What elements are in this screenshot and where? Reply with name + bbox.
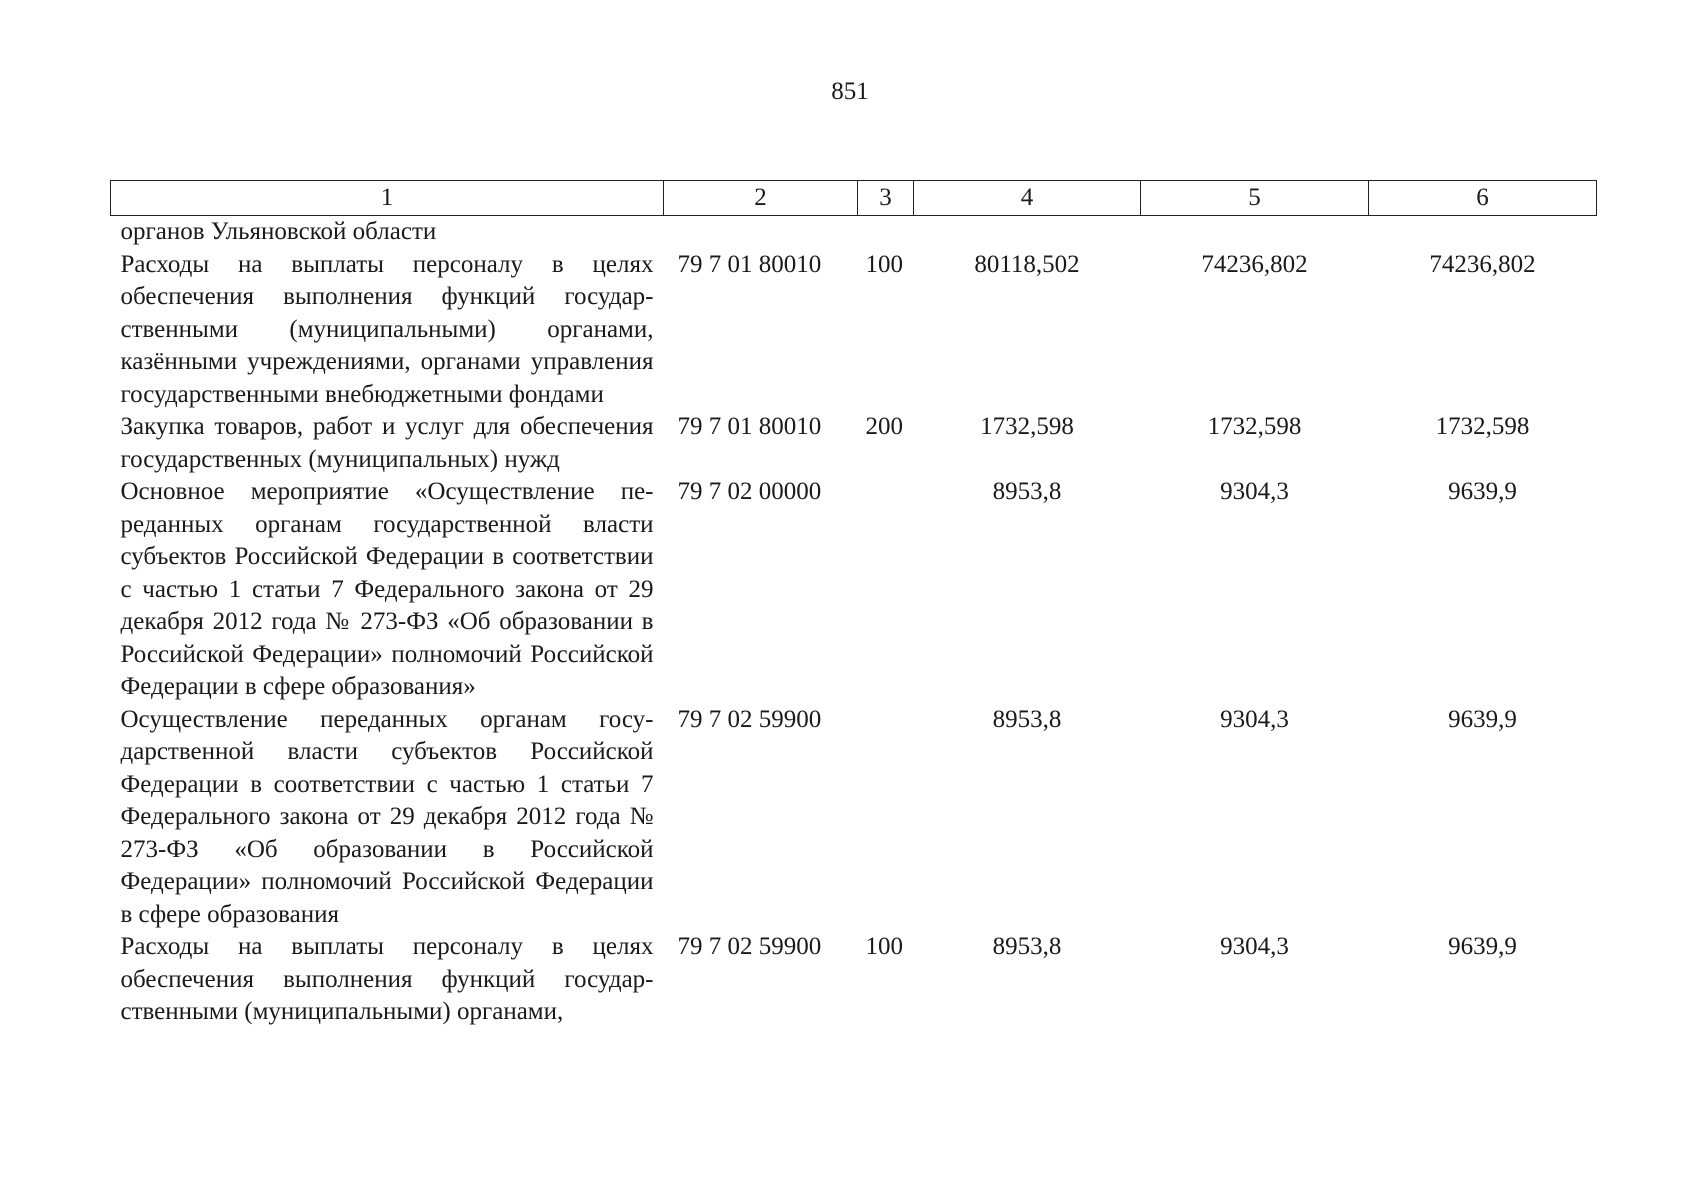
row-value-col6 bbox=[1369, 216, 1597, 249]
budget-table-container bbox=[110, 180, 1596, 1029]
row-name: Основное мероприятие «Осуществление переданных органам государственной власти субъектов Российской Федерации в соответствии с частью 1 статьи 7 Федерального закона от 29 декабря 2012 года № 273-ФЗ «Об образовании в Российской Федерации» полномочий Российской Федерации в сфере образования» bbox=[120, 478, 654, 700]
table-row bbox=[111, 411, 1597, 476]
row-value-col6: 74236,802 bbox=[1429, 250, 1536, 278]
table-header bbox=[111, 181, 1597, 216]
table-row bbox=[111, 249, 1597, 412]
header-col-4: 4 bbox=[914, 181, 1141, 216]
budget-table bbox=[110, 180, 1597, 1029]
row-value-col4: 8953,8 bbox=[992, 933, 1062, 960]
row-code: 79 7 01 80010 bbox=[677, 413, 822, 440]
header-row bbox=[111, 181, 1597, 216]
row-expense-type bbox=[858, 216, 914, 249]
row-code bbox=[664, 216, 858, 249]
table-row bbox=[111, 704, 1597, 932]
row-expense-type bbox=[858, 476, 914, 704]
row-name: Расходы на выплаты персоналу в целях обеспечения выполнения функций государственными (муниципальными) органами, bbox=[120, 933, 654, 1025]
row-value-col5: 9304,3 bbox=[1220, 933, 1289, 960]
row-value-col5: 1732,598 bbox=[1207, 413, 1302, 440]
table-body bbox=[111, 216, 1597, 1029]
row-code: 79 7 02 59900 bbox=[677, 933, 822, 960]
row-expense-type: 100 bbox=[865, 933, 903, 960]
row-expense-type bbox=[858, 704, 914, 932]
row-value-col5: 74236,802 bbox=[1201, 250, 1308, 278]
row-value-col6: 9639,9 bbox=[1448, 478, 1517, 505]
row-value-col4: 8953,8 bbox=[992, 705, 1062, 733]
row-name: Осуществление переданных органам государственной власти субъектов Российской Федерации в соответствии с частью 1 статьи 7 Федерального закона от 29 декабря 2012 года № 273-ФЗ «Об образовании в Российской Федерации» полномочий Российской Федерации в сфере образования bbox=[120, 705, 654, 928]
table-row bbox=[111, 931, 1597, 1029]
header-col-1: 1 bbox=[111, 181, 664, 216]
row-name: органов Ульяновской области bbox=[120, 218, 437, 245]
table-row bbox=[111, 476, 1597, 704]
row-value-col6: 9639,9 bbox=[1448, 705, 1517, 733]
table-row bbox=[111, 216, 1597, 249]
header-col-5: 5 bbox=[1141, 181, 1369, 216]
row-expense-type: 200 bbox=[865, 413, 903, 440]
row-value-col4: 1732,598 bbox=[980, 413, 1074, 440]
row-name: Закупка товаров, работ и услуг для обеспечения государственных (муниципальных) нужд bbox=[120, 413, 654, 473]
row-value-col5: 9304,3 bbox=[1220, 478, 1289, 505]
row-code: 79 7 02 59900 bbox=[677, 705, 822, 733]
header-col-6: 6 bbox=[1369, 181, 1597, 216]
row-expense-type: 100 bbox=[865, 250, 903, 278]
row-value-col6: 1732,598 bbox=[1435, 413, 1530, 440]
row-value-col5 bbox=[1141, 216, 1369, 249]
row-code: 79 7 01 80010 bbox=[677, 250, 822, 278]
header-col-2: 2 bbox=[664, 181, 858, 216]
row-value-col4: 8953,8 bbox=[992, 478, 1062, 505]
header-col-3: 3 bbox=[858, 181, 914, 216]
row-value-col6: 9639,9 bbox=[1448, 933, 1517, 960]
row-value-col5: 9304,3 bbox=[1220, 705, 1289, 733]
row-code: 79 7 02 00000 bbox=[677, 478, 822, 505]
page-number: 851 bbox=[831, 78, 869, 105]
row-name: Расходы на выплаты персоналу в целях обеспечения выполнения функций государственными (муниципальными) органами, казёнными учреждениями, органами управления государственными внебюджетными фондами bbox=[120, 250, 654, 408]
row-value-col4 bbox=[914, 216, 1141, 249]
row-value-col4: 80118,502 bbox=[974, 250, 1080, 278]
